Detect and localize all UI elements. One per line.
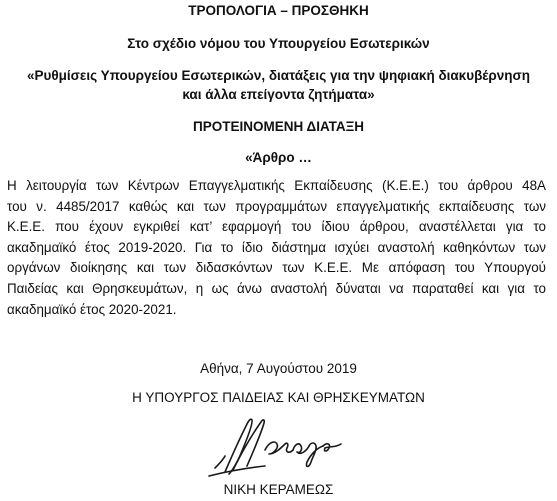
bill-reference: Στο σχέδιο νόμου του Υπουργείου Εσωτερικών [127, 36, 430, 51]
document-title: ΤΡΟΠΟΛΟΓΙΑ – ΠΡΟΣΘΗΚΗ [188, 3, 369, 18]
body-line: Παιδείας και Θρησκευμάτων, η ως άνω αναστολή δύναται να παραταθεί και για το [7, 280, 546, 296]
body-line: οργάνων διοίκησης και των διδασκόντων των Κ.Ε.Ε. Με απόφαση του Υπουργού [7, 260, 546, 276]
bill-name-line-1: «Ρυθμίσεις Υπουργείου Εσωτερικών, διατάξεις για την ψηφιακή διακυβέρνηση [27, 68, 530, 83]
bill-name [0, 66, 557, 104]
article-heading: «Άρθρο … [245, 150, 312, 165]
provision-body [7, 176, 546, 320]
body-line: ακαδημαϊκό έτος 2020-2021. [7, 301, 177, 317]
body-line: Κ.Ε.Ε. που έχουν εγκριθεί κατ’ εφαρμογή του ίδιου άρθρου, αναστέλλεται για το [7, 219, 546, 235]
handwritten-signature [195, 410, 355, 480]
body-line: του ν. 4485/2017 καθώς και των προγραμμάτων επαγγελματικής εκπαίδευσης των [7, 198, 546, 214]
place-date: Αθήνα, 7 Αυγούστου 2019 [200, 361, 357, 376]
body-line: Η λειτουργία των Κέντρων Επαγγελματικής Εκπαίδευσης (Κ.Ε.Ε.) του άρθρου 48Α [7, 178, 546, 193]
signer-name: ΝΙΚΗ ΚΕΡΑΜΕΩΣ [223, 482, 334, 497]
proposed-provision-heading: ΠΡΟΤΕΙΝΟΜΕΝΗ ΔΙΑΤΑΞΗ [192, 119, 365, 134]
minister-title: Η ΥΠΟΥΡΓΟΣ ΠΑΙΔΕΙΑΣ ΚΑΙ ΘΡΗΣΚΕΥΜΑΤΩΝ [132, 390, 425, 405]
body-line: ακαδημαϊκό έτος 2019-2020. Για το ίδιο διάστημα ισχύει αναστολή καθηκόντων των [7, 239, 546, 255]
bill-name-line-2: και άλλα επείγοντα ζητήματα» [182, 87, 375, 102]
